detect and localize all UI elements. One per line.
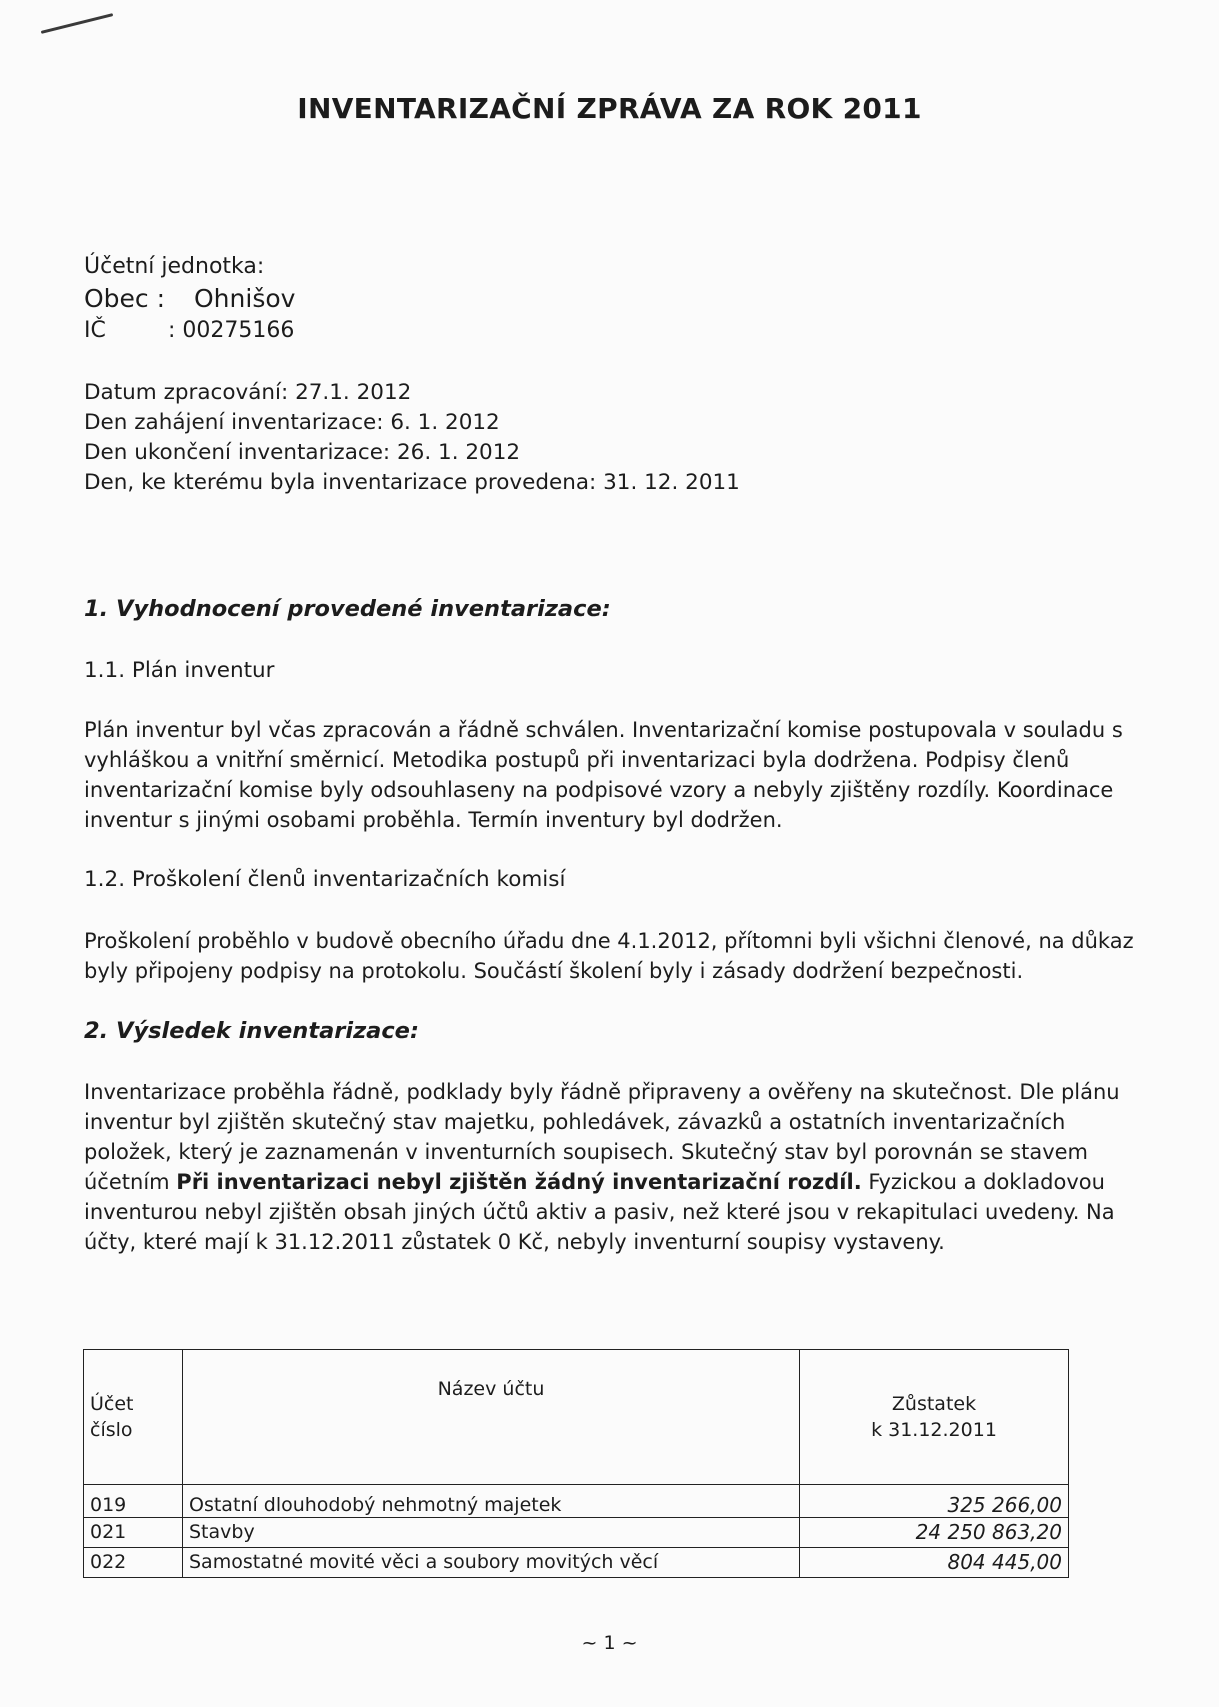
table-row (84, 1518, 1069, 1548)
account-balance: 325 266,00 (800, 1485, 1069, 1518)
table-row (84, 1548, 1069, 1578)
account-name: Samostatné movité věci a soubory movitých věcí (183, 1548, 800, 1578)
col-account-line1: Účet (90, 1393, 134, 1415)
accounts-table (83, 1349, 1069, 1578)
table-header-row (84, 1350, 1069, 1485)
account-name: Stavby (183, 1518, 800, 1548)
ic-row (84, 318, 294, 343)
obec-key: Obec : (84, 284, 166, 313)
date-reference: Den, ke kterému byla inventarizace provedena: 31. 12. 2011 (84, 470, 740, 495)
col-balance-line1: Zůstatek (891, 1393, 977, 1415)
section1-1-text: Plán inventur byl včas zpracován a řádně schválen. Inventarizační komise postupovala v souladu s vyhláškou a vnitřní směrnicí. Metodika postupů při inventarizaci byla dodržena. Podpisy členů inventarizační komise byly odsouhlaseny na podpisové vzory a nebyly zjištěny rozdíly. Koordinace inventur s jinými osobami proběhla. Termín inventury byl dodržen. (84, 718, 1123, 832)
col-account-header (84, 1350, 183, 1485)
col-account-line2: číslo (90, 1419, 133, 1441)
document-title: INVENTARIZAČNÍ ZPRÁVA ZA ROK 2011 (297, 92, 922, 125)
section2-text-after: Fyzickou a dokladovou inventurou nebyl zjištěn obsah jiných účtů aktiv a pasiv, než které jsou v rekapitulaci uvedeny. Na účty, které mají k 31.12.2011 zůstatek 0 Kč, nebyly inventurní soupisy vystaveny. (84, 1170, 1115, 1254)
account-number: 021 (84, 1518, 183, 1548)
pen-stroke-mark (41, 13, 114, 34)
obec-value: Ohnišov (194, 284, 296, 313)
unit-label: Účetní jednotka: (84, 254, 265, 279)
section2-text (84, 1077, 1146, 1257)
ic-key: IČ (84, 318, 106, 343)
col-balance-line2: k 31.12.2011 (871, 1419, 997, 1441)
ic-value: : 00275166 (168, 318, 295, 343)
col-balance-header (800, 1350, 1069, 1485)
account-number: 022 (84, 1548, 183, 1578)
account-number: 019 (84, 1485, 183, 1518)
table-row (84, 1485, 1069, 1518)
obec-row (84, 284, 295, 313)
dates-block (84, 378, 740, 498)
col-name-header: Název účtu (183, 1350, 800, 1485)
section2-text-bold: Při inventarizaci nebyl zjištěn žádný inventarizační rozdíl. (176, 1170, 862, 1194)
account-balance: 24 250 863,20 (800, 1518, 1069, 1548)
date-processed: Datum zpracování: 27.1. 2012 (84, 380, 412, 405)
date-start: Den zahájení inventarizace: 6. 1. 2012 (84, 410, 500, 435)
account-balance: 804 445,00 (800, 1548, 1069, 1578)
page-number: ~ 1 ~ (581, 1632, 638, 1654)
section2-text-before: Inventarizace proběhla řádně, podklady byly řádně připraveny a ověřeny na skutečnost. Dle plánu inventur byl zjištěn skutečný stav majetku, pohledávek, závazků a ostatních inventarizačních položek, který je zaznamenán v inventurních soupisech. Skutečný stav byl porovnán se stavem účetním (84, 1080, 1120, 1194)
section1-2-title: 1.2. Proškolení členů inventarizačních komisí (84, 867, 566, 892)
section1-1-title: 1.1. Plán inventur (84, 658, 275, 683)
section1-2-text: Proškolení proběhlo v budově obecního úřadu dne 4.1.2012, přítomni byli všichni členové, na důkaz byly připojeny podpisy na protokolu. Součástí školení byly i zásady dodržení bezpečnosti. (84, 929, 1134, 983)
date-end: Den ukončení inventarizace: 26. 1. 2012 (84, 440, 521, 465)
section2-heading: 2. Výsledek inventarizace: (84, 1018, 419, 1044)
section1-heading: 1. Vyhodnocení provedené inventarizace: (84, 596, 611, 622)
account-name: Ostatní dlouhodobý nehmotný majetek (183, 1485, 800, 1518)
